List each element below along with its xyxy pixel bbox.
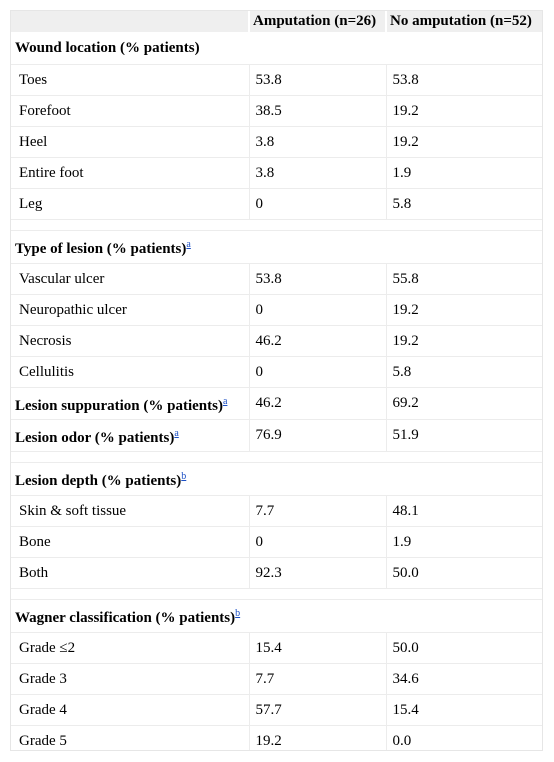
no-amputation-value: 19.2 xyxy=(386,295,542,326)
table-row xyxy=(11,527,542,558)
amputation-value: 53.8 xyxy=(249,264,386,295)
no-amputation-value: 50.0 xyxy=(386,558,542,589)
row-label: Bone xyxy=(11,527,249,558)
no-amputation-value: 69.2 xyxy=(386,388,542,420)
row-label-text: Lesion odor (% patients) xyxy=(15,429,175,446)
spacer-row xyxy=(11,589,542,600)
section-title-text: Type of lesion (% patients) xyxy=(15,241,187,257)
section-row xyxy=(11,600,542,633)
table-row xyxy=(11,388,542,420)
row-label: Entire foot xyxy=(11,158,249,189)
data-table xyxy=(11,11,542,751)
row-label: Neuropathic ulcer xyxy=(11,295,249,326)
no-amputation-value: 5.8 xyxy=(386,189,542,220)
no-amputation-value: 51.9 xyxy=(386,420,542,452)
spacer-cell xyxy=(11,589,542,600)
table-row xyxy=(11,558,542,589)
row-label: Grade ≤2 xyxy=(11,633,249,664)
row-label: Necrosis xyxy=(11,326,249,357)
row-label: Heel xyxy=(11,127,249,158)
spacer-row xyxy=(11,220,542,231)
amputation-value: 0 xyxy=(249,189,386,220)
row-label-text: Lesion suppuration (% patients) xyxy=(15,397,223,414)
amputation-value: 3.8 xyxy=(249,158,386,189)
spacer-row xyxy=(11,452,542,463)
table-row xyxy=(11,496,542,527)
section-title-lesion-depth xyxy=(11,463,542,496)
table-row xyxy=(11,295,542,326)
footnote-link[interactable]: a xyxy=(174,427,179,439)
amputation-value: 0 xyxy=(249,295,386,326)
amputation-value: 19.2 xyxy=(249,726,386,752)
table-row xyxy=(11,695,542,726)
amputation-value: 3.8 xyxy=(249,127,386,158)
table-row xyxy=(11,664,542,695)
row-label-suppuration xyxy=(11,388,249,420)
row-label: Grade 4 xyxy=(11,695,249,726)
row-label: Skin & soft tissue xyxy=(11,496,249,527)
row-label: Grade 3 xyxy=(11,664,249,695)
amputation-value: 76.9 xyxy=(249,420,386,452)
header-no-amputation: No amputation (n=52) xyxy=(386,11,542,32)
no-amputation-value: 53.8 xyxy=(386,65,542,96)
no-amputation-value: 1.9 xyxy=(386,158,542,189)
section-row xyxy=(11,231,542,264)
amputation-value: 46.2 xyxy=(249,326,386,357)
no-amputation-value: 1.9 xyxy=(386,527,542,558)
amputation-value: 15.4 xyxy=(249,633,386,664)
row-label-odor xyxy=(11,420,249,452)
footnote-link[interactable]: b xyxy=(181,471,187,482)
no-amputation-value: 55.8 xyxy=(386,264,542,295)
no-amputation-value: 19.2 xyxy=(386,127,542,158)
table-row xyxy=(11,264,542,295)
table-row xyxy=(11,726,542,752)
no-amputation-value: 48.1 xyxy=(386,496,542,527)
table-row xyxy=(11,326,542,357)
table-row xyxy=(11,96,542,127)
no-amputation-value: 0.0 xyxy=(386,726,542,752)
amputation-value: 0 xyxy=(249,527,386,558)
amputation-value: 57.7 xyxy=(249,695,386,726)
table-row xyxy=(11,357,542,388)
no-amputation-value: 34.6 xyxy=(386,664,542,695)
table-row xyxy=(11,420,542,452)
amputation-value: 0 xyxy=(249,357,386,388)
table-container xyxy=(10,10,543,751)
table-row xyxy=(11,127,542,158)
no-amputation-value: 19.2 xyxy=(386,96,542,127)
amputation-value: 7.7 xyxy=(249,664,386,695)
section-title-lesion-type xyxy=(11,231,542,264)
row-label: Vascular ulcer xyxy=(11,264,249,295)
section-row xyxy=(11,32,542,65)
section-title-text: Lesion depth (% patients) xyxy=(15,473,182,489)
footnote-link[interactable]: a xyxy=(186,239,191,250)
table-row xyxy=(11,633,542,664)
amputation-value: 38.5 xyxy=(249,96,386,127)
row-label: Both xyxy=(11,558,249,589)
no-amputation-value: 5.8 xyxy=(386,357,542,388)
section-row xyxy=(11,463,542,496)
row-label: Forefoot xyxy=(11,96,249,127)
no-amputation-value: 15.4 xyxy=(386,695,542,726)
row-label: Cellulitis xyxy=(11,357,249,388)
section-title-text: Wagner classification (% patients) xyxy=(15,610,236,626)
amputation-value: 7.7 xyxy=(249,496,386,527)
row-label: Toes xyxy=(11,65,249,96)
header-row xyxy=(11,11,542,32)
section-title-wagner xyxy=(11,600,542,633)
amputation-value: 92.3 xyxy=(249,558,386,589)
no-amputation-value: 50.0 xyxy=(386,633,542,664)
spacer-cell xyxy=(11,452,542,463)
spacer-cell xyxy=(11,220,542,231)
footnote-link[interactable]: b xyxy=(235,608,241,619)
row-label: Grade 5 xyxy=(11,726,249,752)
row-label: Leg xyxy=(11,189,249,220)
table-row xyxy=(11,189,542,220)
section-title-wound-location: Wound location (% patients) xyxy=(11,32,542,65)
table-row xyxy=(11,65,542,96)
amputation-value: 53.8 xyxy=(249,65,386,96)
amputation-value: 46.2 xyxy=(249,388,386,420)
header-label-col xyxy=(11,11,249,32)
table-row xyxy=(11,158,542,189)
footnote-link[interactable]: a xyxy=(222,395,228,407)
header-amputation: Amputation (n=26) xyxy=(249,11,386,32)
no-amputation-value: 19.2 xyxy=(386,326,542,357)
